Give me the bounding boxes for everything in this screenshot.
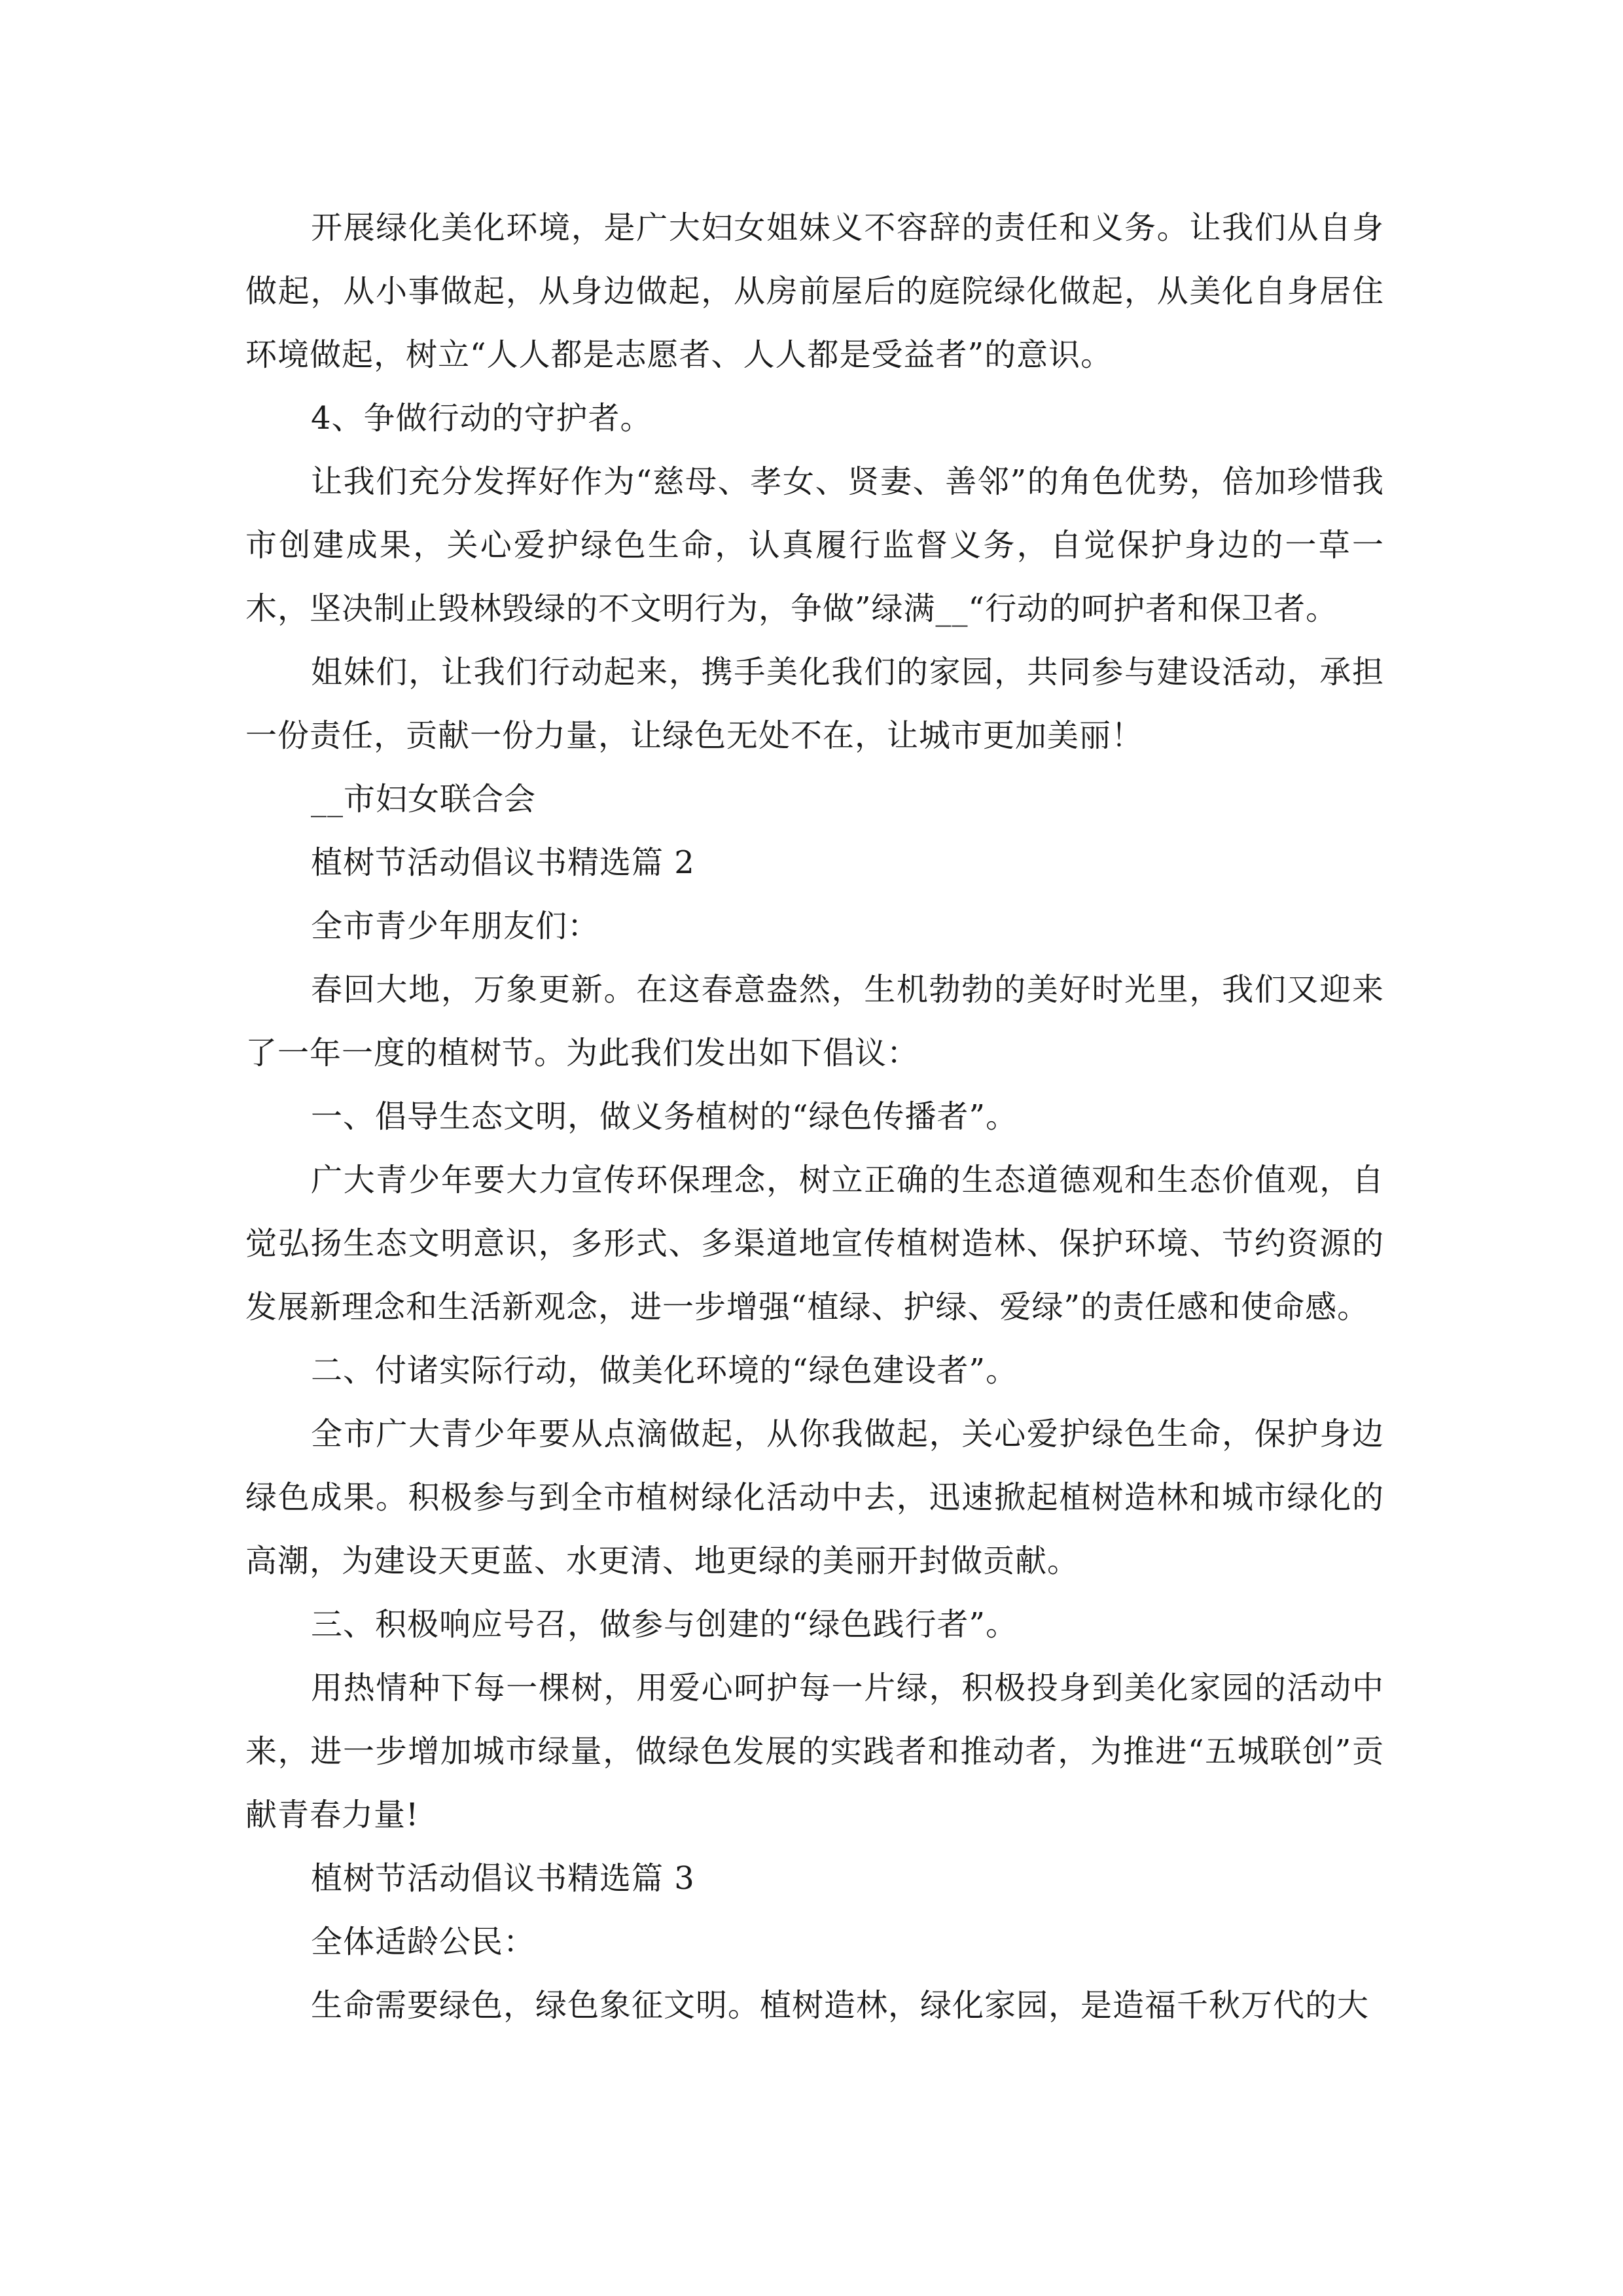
salutation-youth: 全市青少年朋友们： [311,908,600,944]
heading-green-practitioner: 三、积极响应号召，做参与创建的“绿色践行者”。 [311,1606,1018,1643]
signature-womens-federation: __市妇女联合会 [311,781,537,817]
paragraph-sisters-call: 姐妹们，让我们行动起来，携手美化我们的家园，共同参与建设活动，承担一份责任，贡献一份力量，让绿色无处不在，让城市更加美丽！ [245,654,1384,754]
paragraph-start-small: 全市广大青少年要从点滴做起，从你我做起，关心爱护绿色生命，保护身边绿色成果。积极参与到全市植树绿化活动中去，迅速掀起植树造林和城市绿化的高潮，为建设天更蓝、水更清、地更绿的美丽开封做贡献。 [245,1416,1384,1579]
paragraph-role-advantage: 让我们充分发挥好作为“慈母、孝女、贤妻、善邻”的角色优势，倍加珍惜我市创建成果，关心爱护绿色生命，认真履行监督义务，自觉保护身边的一草一木，坚决制止毁林毁绿的不文明行为，争做”绿满__“行动的呵护者和保卫者。 [245,463,1384,627]
salutation-citizens: 全体适龄公民： [311,1924,536,1960]
paragraph-life-needs-green: 生命需要绿色，绿色象征文明。植树造林，绿化家园，是造福千秋万代的大 [311,1987,1370,2024]
paragraph-greening-responsibility: 开展绿化美化环境，是广大妇女姐妹义不容辞的责任和义务。让我们从自身做起，从小事做起，从身边做起，从房前屋后的庭院绿化做起，从美化自身居住环境做起，树立“人人都是志愿者、人人都是受益者”的意识。 [245,209,1384,373]
paragraph-spring-intro: 春回大地，万象更新。在这春意盎然，生机勃勃的美好时光里，我们又迎来了一年一度的植树节。为此我们发出如下倡议： [245,971,1384,1071]
section-title-3: 植树节活动倡议书精选篇 3 [311,1860,695,1897]
paragraph-promote-ecology: 广大青少年要大力宣传环保理念，树立正确的生态道德观和生态价值观，自觉弘扬生态文明意识，多形式、多渠道地宣传植树造林、保护环境、节约资源的发展新理念和生活新观念，进一步增强“植绿、护绿、爱绿”的责任感和使命感。 [245,1162,1384,1325]
heading-guardian: 4、争做行动的守护者。 [311,400,652,437]
section-title-2: 植树节活动倡议书精选篇 2 [311,844,695,881]
heading-green-communicator: 一、倡导生态文明，做义务植树的“绿色传播者”。 [311,1098,1018,1135]
document-body [245,196,1384,2037]
heading-green-builder: 二、付诸实际行动，做美化环境的“绿色建设者”。 [311,1352,1018,1389]
paragraph-plant-trees: 用热情种下每一棵树，用爱心呵护每一片绿，积极投身到美化家园的活动中来，进一步增加城市绿量，做绿色发展的实践者和推动者，为推进“五城联创”贡献青春力量! [245,1670,1384,1833]
